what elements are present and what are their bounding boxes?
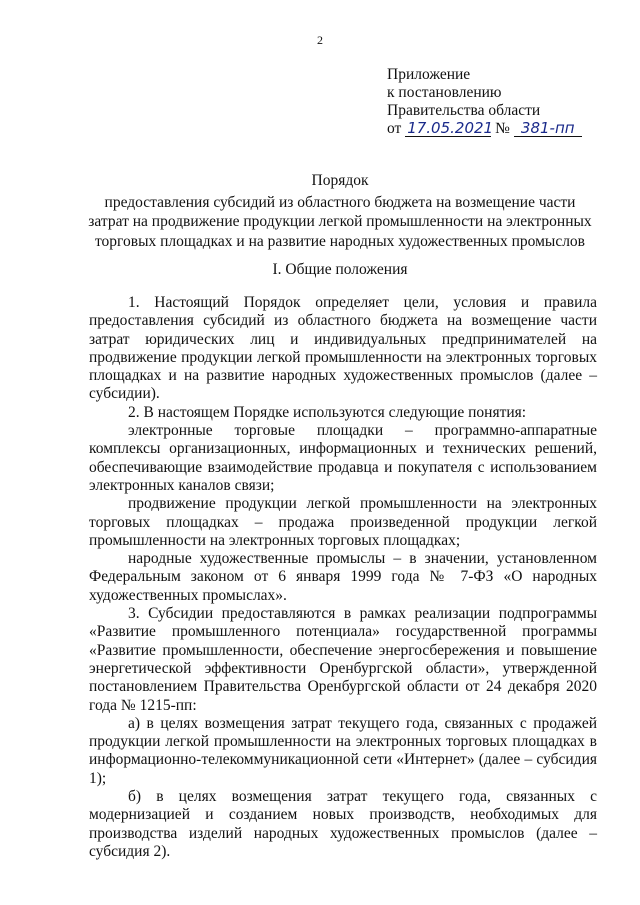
document-title [60, 171, 620, 251]
paragraph-1: 1. Настоящий Порядок определяет цели, условия и правила предоставления субсидий из областного бюджета на возмещение части затрат юридических лиц и индивидуальных предпринимателей на продвижение продукции легкой промышленности на электронных торговых площадках и на развитие народных художественных промыслов (далее – субсидии). [89, 294, 597, 403]
paragraph-3: электронные торговые площадки – программно-аппаратные комплексы организационных, информационных и технических решений, обеспечивающие взаимодействие продавца и покупателя с использованием электронных каналов связи; [89, 422, 597, 494]
appendix-line-1: Приложение [387, 66, 471, 83]
appendix-date-line [387, 120, 582, 138]
paragraph-4: продвижение продукции легкой промышленности на электронных торговых площадках – продажа произведенной продукции легкой промышленности на электронных торговых площадках; [89, 495, 597, 549]
handwritten-number: 381-пп [514, 121, 582, 137]
title-line-2: затрат на продвижение продукции легкой промышленности на электронных [88, 213, 592, 230]
paragraph-8: б) в целях возмещения затрат текущего года, связанных с модернизацией и созданием новых производств, необходимых для производства изделий народных художественных промыслов (далее – субсидия 2). [89, 788, 597, 860]
paragraph-2: 2. В настоящем Порядке используются следующие понятия: [128, 403, 527, 421]
body-text [89, 294, 597, 861]
section-heading: I. Общие положения [272, 261, 408, 278]
appendix-line-3: Правительства области [387, 102, 541, 119]
paragraph-6: 3. Субсидии предоставляются в рамках реализации подпрограммы «Развитие промышленного потенциала» государственной программы «Развитие промышленности, обеспечение энергосбережения и повышение энергетической эффективности Оренбургской области», утвержденной постановлением Правительства Оренбургской области от 24 декабря 2020 года № 1215-пп: [89, 605, 597, 714]
paragraph-7: а) в целях возмещения затрат текущего года, связанных с продажей продукции легкой промышленности на электронных торговых площадках в информационно-телекоммуникационной сети «Интернет» (далее – субсидия 1); [89, 714, 597, 787]
handwritten-date: 17.05.2021 [407, 119, 494, 137]
from-label: от [387, 120, 402, 137]
page-number: 2 [317, 33, 323, 47]
title-heading: Порядок [311, 172, 369, 189]
number-label: № [495, 120, 510, 137]
title-line-3: торговых площадках и на развитие народных художественных промыслов [94, 232, 586, 250]
paragraph-5: народные художественные промыслы – в значении, установленном Федеральным законом от 6 января 1999 года № 7-ФЗ «О народных художественных промыслах». [89, 550, 597, 604]
appendix-block [387, 66, 582, 138]
title-line-1: предоставления субсидий из областного бюджета на возмещение части [104, 193, 576, 211]
appendix-line-2: к постановлению [387, 84, 502, 101]
